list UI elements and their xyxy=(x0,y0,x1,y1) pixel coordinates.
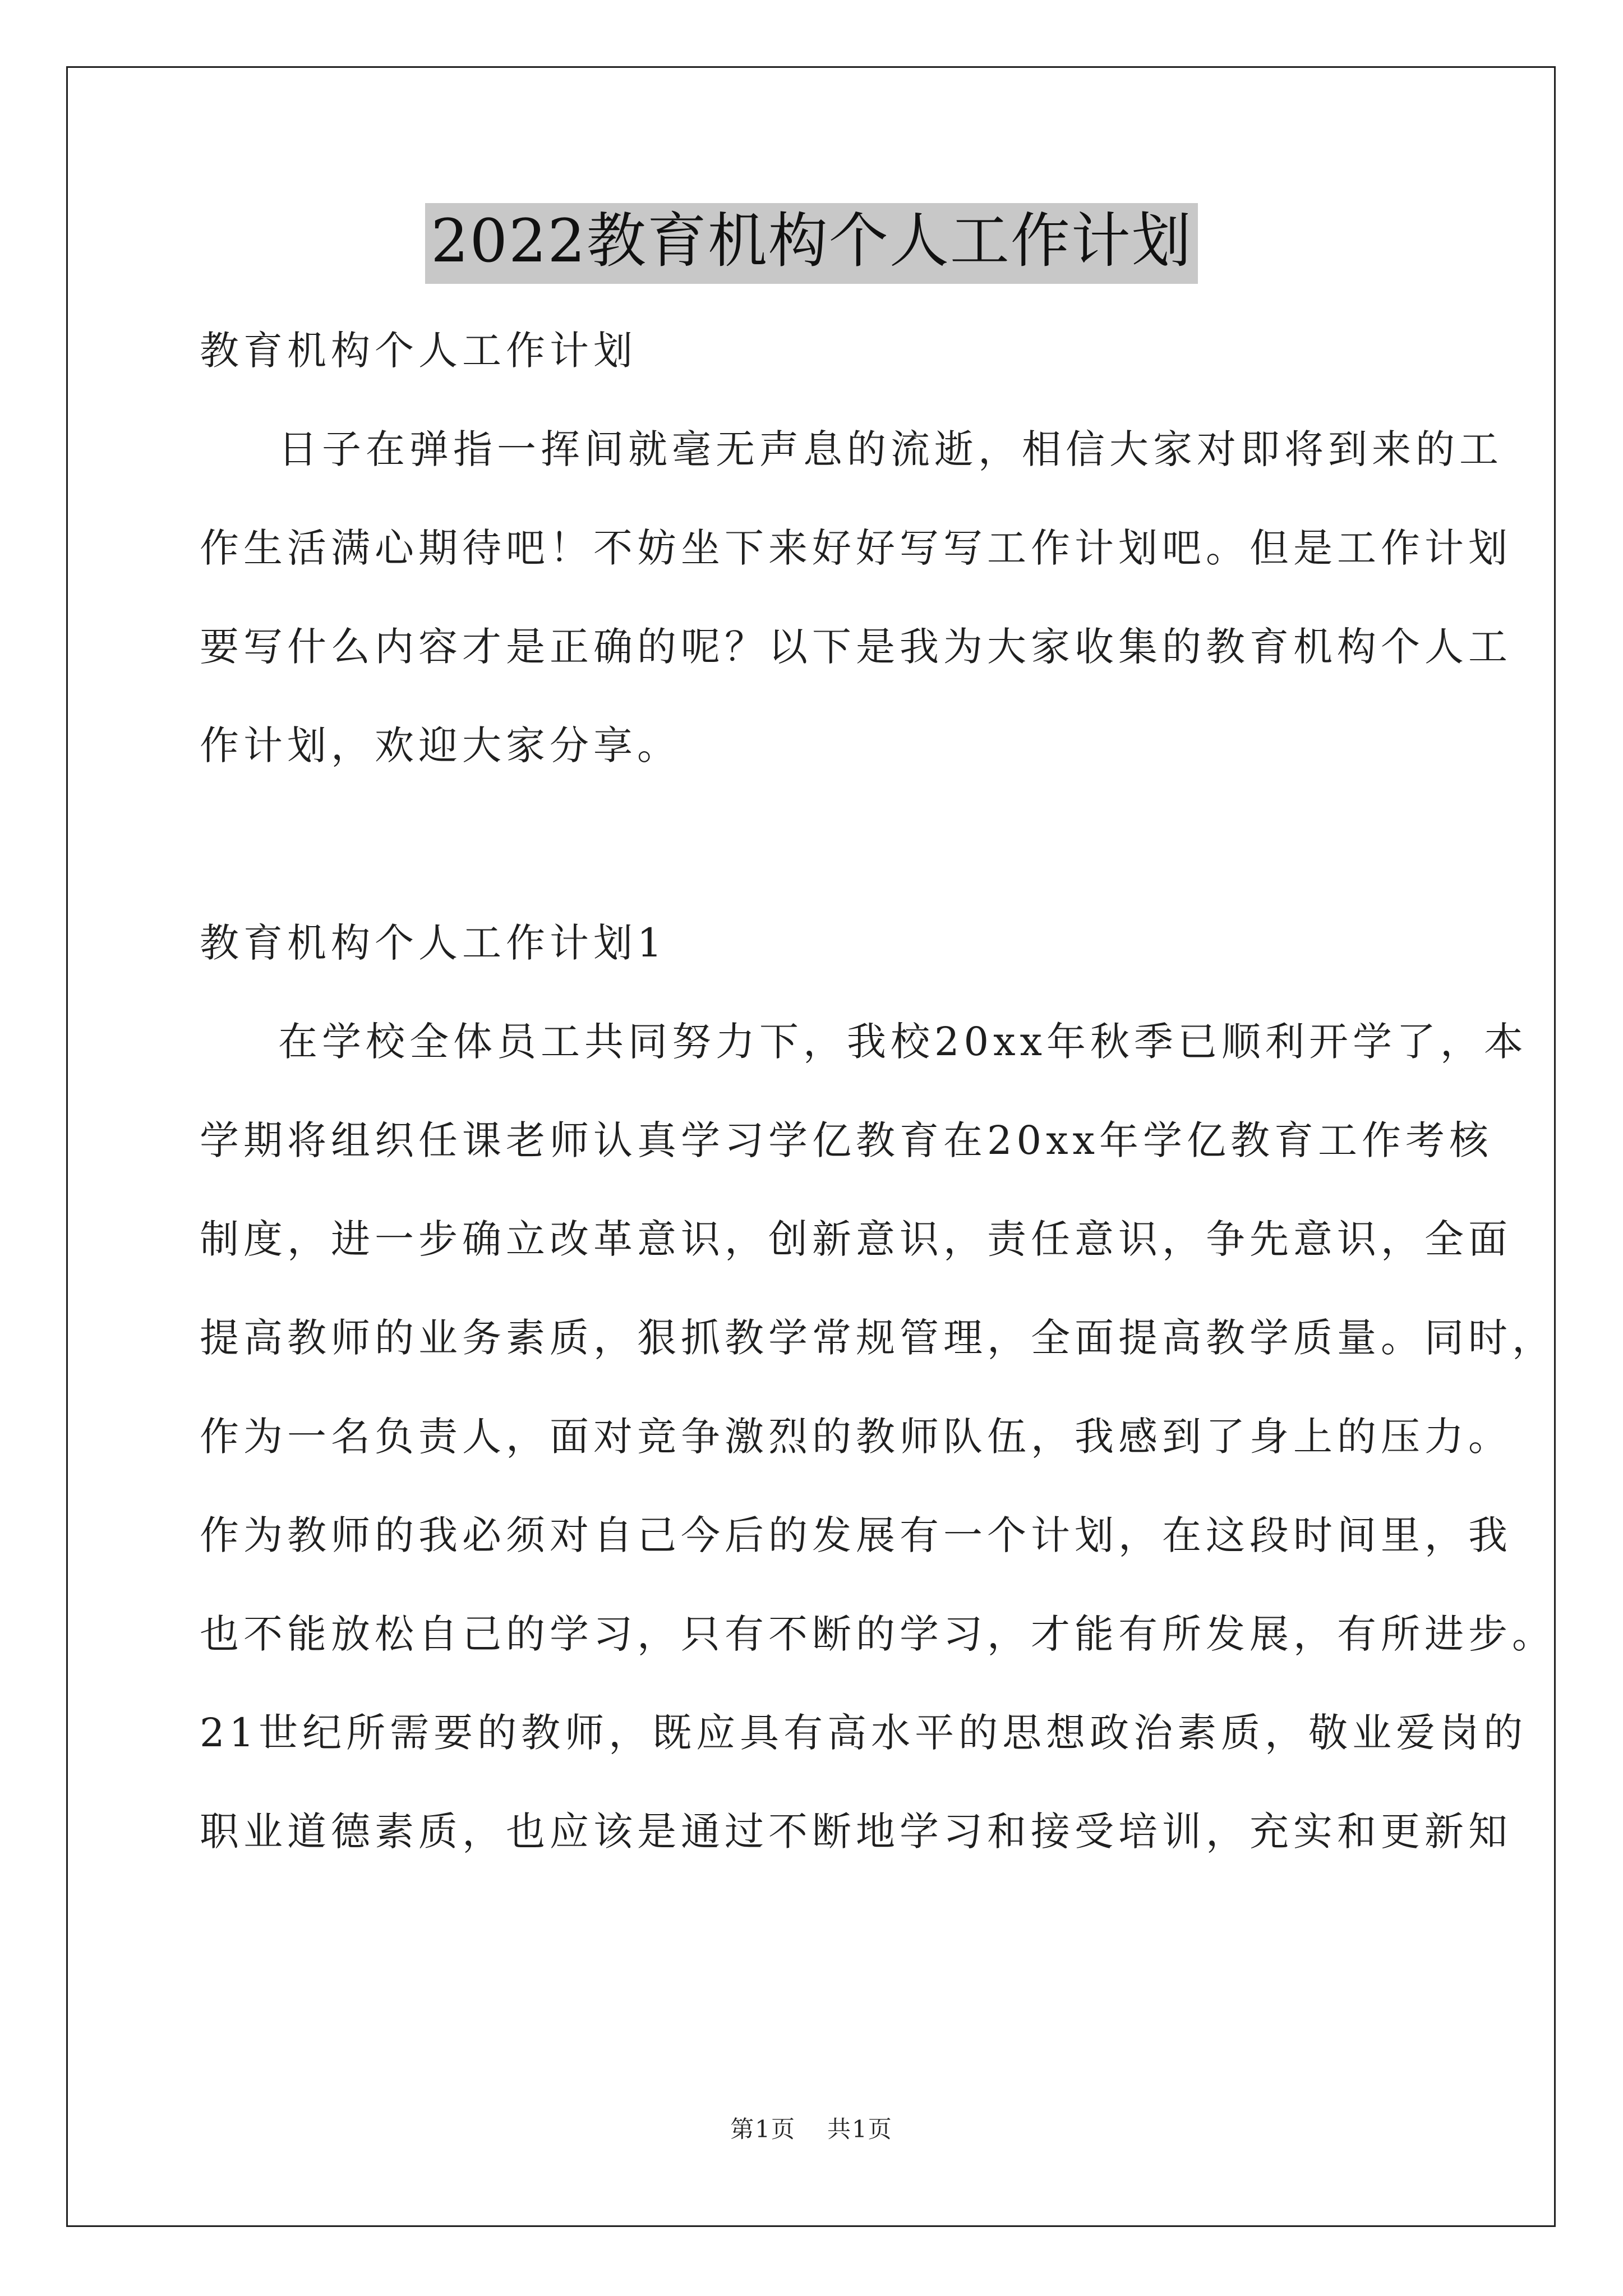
section-line: 也不能放松自己的学习，只有不断的学习，才能有所发展，有所进步。 xyxy=(200,1611,1556,1657)
document-title: 2022教育机构个人工作计划 xyxy=(425,203,1198,284)
intro-line: 日子在弹指一挥间就毫无声息的流逝，相信大家对即将到来的工 xyxy=(278,426,1503,472)
section-line: 作为一名负责人，面对竞争激烈的教师队伍，我感到了身上的压力。 xyxy=(200,1414,1512,1460)
intro-line: 要写什么内容才是正确的呢？以下是我为大家收集的教育机构个人工 xyxy=(200,624,1512,670)
document-subtitle: 教育机构个人工作计划 xyxy=(200,328,637,374)
section-line: 在学校全体员工共同努力下，我校20xx年秋季已顺利开学了，本 xyxy=(278,1019,1528,1065)
section-line: 学期将组织任课老师认真学习学亿教育在20xx年学亿教育工作考核 xyxy=(200,1117,1493,1163)
document-body xyxy=(200,314,1556,1894)
intro-line: 作计划，欢迎大家分享。 xyxy=(200,723,681,769)
section-line: 作为教师的我必须对自己今后的发展有一个计划，在这段时间里，我 xyxy=(200,1512,1512,1558)
section-line: 提高教师的业务素质，狠抓教学常规管理，全面提高教学质量。同时， xyxy=(200,1315,1556,1361)
title-block xyxy=(0,203,1623,284)
page-total: 共1页 xyxy=(827,2115,893,2143)
section-line: 职业道德素质，也应该是通过不断地学习和接受培训，充实和更新知 xyxy=(200,1809,1512,1855)
section-line: 21世纪所需要的教师，既应具有高水平的思想政治素质，敬业爱岗的 xyxy=(200,1710,1528,1756)
paragraph-gap xyxy=(200,808,1431,907)
page-footer xyxy=(0,2113,1623,2146)
intro-line: 作生活满心期待吧！不妨坐下来好好写写工作计划吧。但是工作计划 xyxy=(200,525,1512,571)
page-number: 第1页 xyxy=(730,2115,796,2143)
section-heading: 教育机构个人工作计划1 xyxy=(200,920,667,966)
section-line: 制度，进一步确立改革意识，创新意识，责任意识，争先意识，全面 xyxy=(200,1216,1512,1262)
